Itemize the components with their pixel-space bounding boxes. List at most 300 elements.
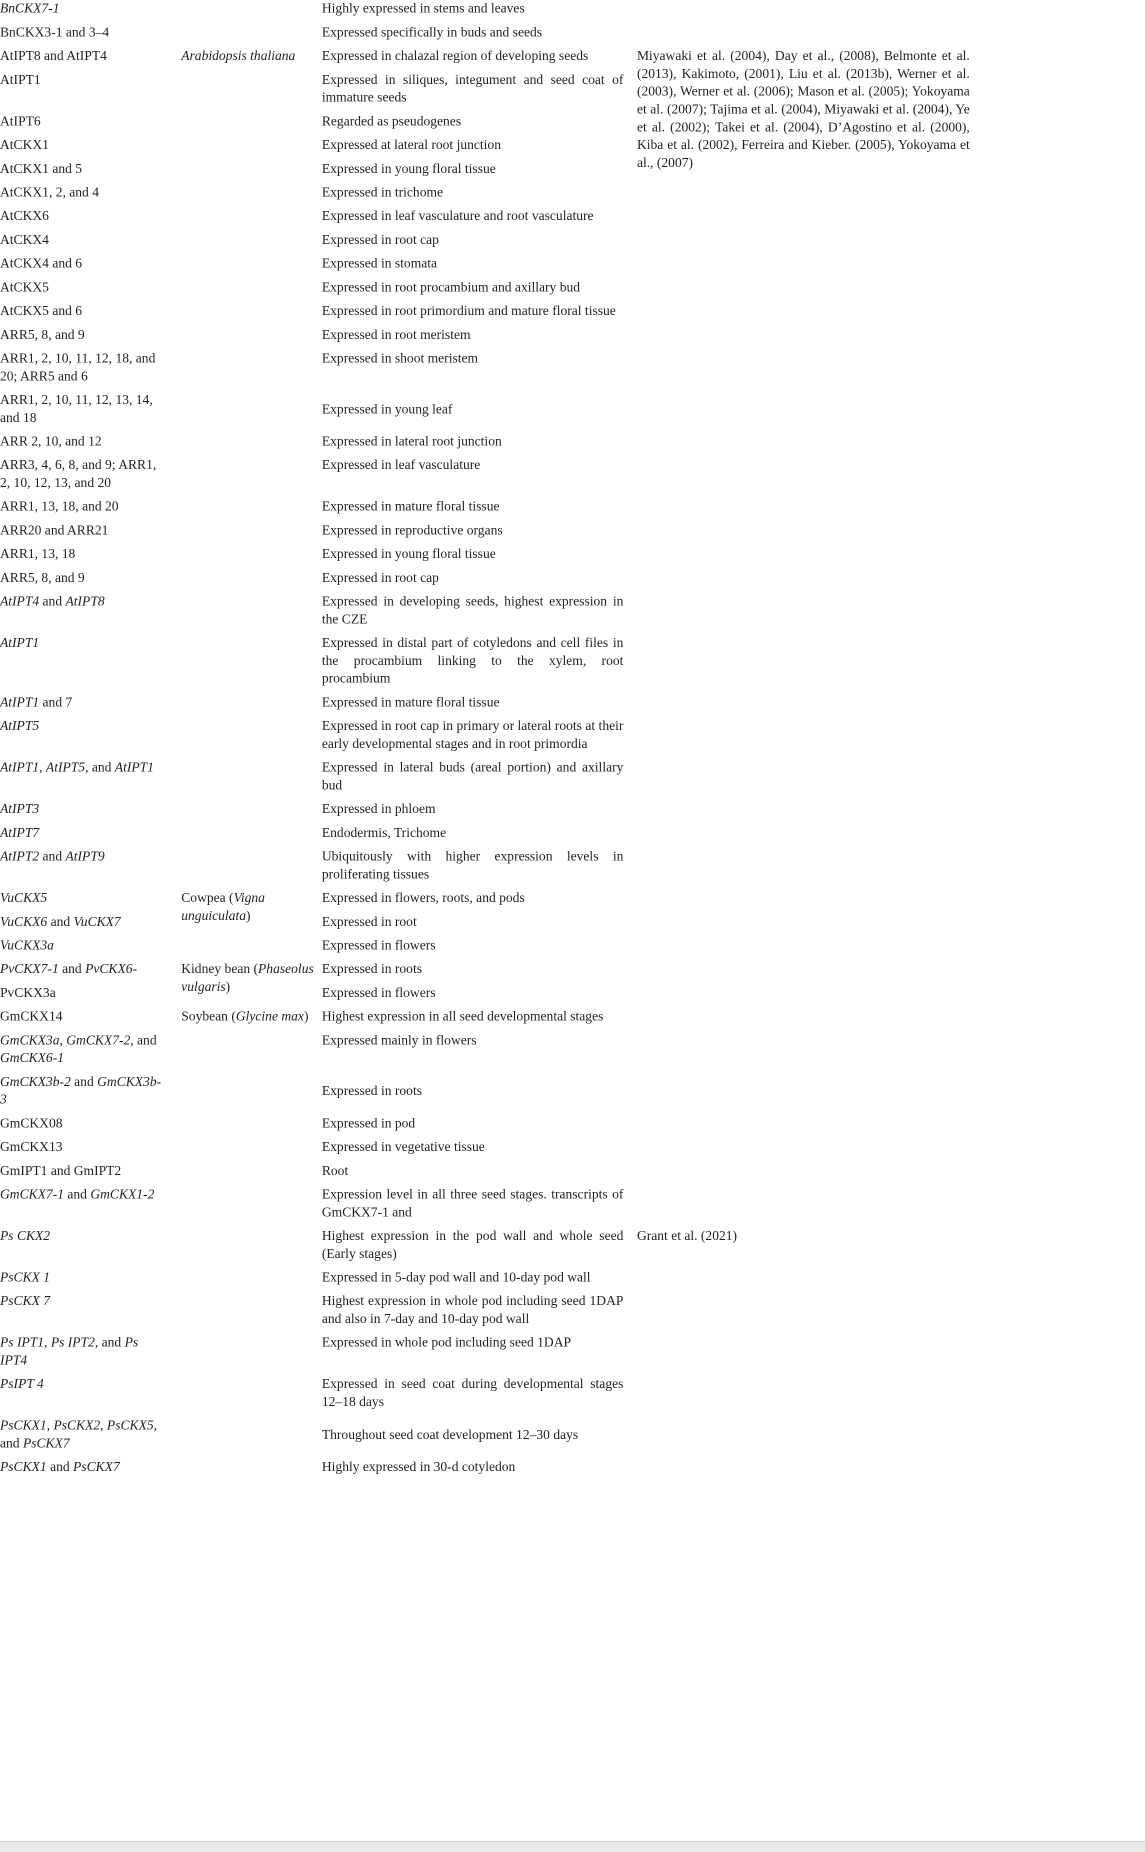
expression-cell <box>322 1113 637 1137</box>
gene-cell <box>0 69 181 111</box>
gene-cell <box>0 888 181 912</box>
gene-name-segment: PsCKX 7 <box>0 1294 51 1309</box>
expression-text: Expressed mainly in flowers <box>321 1033 477 1048</box>
species-cell <box>181 757 322 799</box>
species-cell <box>181 1415 322 1457</box>
species-cell <box>181 253 322 277</box>
gene-cell <box>0 0 181 22</box>
gene-cell <box>0 301 181 325</box>
gene-cell <box>0 455 181 497</box>
species-cell <box>181 135 322 159</box>
gene-name-segment: PsCKX7 <box>22 1436 70 1451</box>
species-cell <box>181 846 322 888</box>
species-cell <box>181 822 322 846</box>
expression-cell <box>322 1030 637 1072</box>
gene-name-segment: VuCKX6 <box>0 914 48 930</box>
gene-name-segment: ARR1, 2, 10, 11, 12, 13, 14, and 18 <box>0 393 153 426</box>
gene-name-segment: AtIPT1 <box>114 760 154 776</box>
species-cell <box>181 301 322 325</box>
expression-cell <box>322 1160 637 1184</box>
gene-cell <box>0 1374 181 1416</box>
gene-name-segment: VuCKX7 <box>73 914 121 930</box>
gene-name-segment: BnCKX3-1 and 3–4 <box>0 25 110 40</box>
expression-text: Expressed in reproductive organs <box>321 523 503 538</box>
reference-cell <box>637 0 970 22</box>
species-cell <box>181 1267 322 1291</box>
species-name-segment: ) <box>225 979 231 995</box>
table-row <box>0 1184 970 1226</box>
gene-cell <box>0 591 181 633</box>
gene-cell <box>0 324 181 348</box>
expression-text: Expressed in lateral buds (areal portion) and axillary bud <box>321 760 624 793</box>
gene-cell <box>0 799 181 823</box>
table-row <box>0 46 970 70</box>
species-cell <box>181 348 322 390</box>
expression-text: Expressed in root procambium and axillary bud <box>321 280 581 295</box>
gene-name-segment: GmCKX13 <box>0 1140 63 1155</box>
gene-name-segment: , <box>44 1335 51 1351</box>
reference-cell <box>637 1137 970 1161</box>
species-cell <box>181 277 322 301</box>
gene-cell <box>0 1291 181 1333</box>
gene-name-segment: , <box>100 1418 107 1434</box>
gene-name-segment: AtIPT8 <box>65 594 105 609</box>
species-cell <box>181 431 322 455</box>
gene-name-segment: GmIPT1 and GmIPT2 <box>0 1163 122 1179</box>
gene-name-segment: ARR1, 13, 18, and 20 <box>0 499 119 515</box>
gene-name-segment: PsCKX2 <box>53 1418 101 1434</box>
gene-name-segment: AtIPT4 <box>0 594 40 609</box>
reference-text: Grant et al. (2021) <box>636 1228 738 1244</box>
gene-name-segment: , <box>59 1033 67 1048</box>
gene-name-segment: ARR1, 13, 18 <box>0 547 76 562</box>
expression-cell <box>322 1415 637 1457</box>
species-cell <box>181 888 322 959</box>
reference-cell <box>637 1113 970 1137</box>
gene-name-segment: PvCKX6- <box>85 962 138 977</box>
species-cell <box>181 544 322 568</box>
gene-name-segment: Ps CKX2 <box>0 1228 51 1244</box>
gene-cell <box>0 277 181 301</box>
expression-text: Expressed in shoot meristem <box>321 351 479 366</box>
species-name-segment: Kidney bean ( <box>181 962 259 977</box>
gene-name-segment: , and <box>0 1418 158 1451</box>
gene-cell <box>0 1226 181 1268</box>
gene-name-segment: and <box>39 849 66 864</box>
gene-name-segment: , and <box>85 760 115 776</box>
expression-cell <box>322 692 637 716</box>
expression-cell <box>322 253 637 277</box>
gene-name-segment: and 7 <box>39 695 73 710</box>
gene-cell <box>0 1486 181 1492</box>
expression-text: Expressed in young leaf <box>321 401 453 417</box>
gene-cell <box>0 496 181 520</box>
species-cell <box>181 1291 322 1333</box>
gene-name-segment: GmCKX3b-3 <box>0 1074 162 1108</box>
expression-cell <box>322 0 637 22</box>
gene-name-segment: GmCKX7-2 <box>66 1033 131 1048</box>
gene-name-segment: PsCKX5 <box>106 1418 154 1434</box>
gene-name-segment: ARR3, 4, 6, 8, and 9; ARR1, 2, 10, 12, 13, and 20 <box>0 458 157 491</box>
table-row <box>0 1137 970 1161</box>
expression-text: Ubiquitously with higher expression levels in proliferating tissues <box>321 849 624 882</box>
gene-cell <box>0 544 181 568</box>
species-cell <box>181 206 322 230</box>
expression-text: Expressed in roots <box>321 1083 422 1099</box>
expression-text: Expressed in leaf vasculature and root vasculature <box>321 209 594 224</box>
table-row <box>0 1113 970 1137</box>
table-row <box>0 22 970 46</box>
gene-name-segment: and <box>58 962 86 977</box>
expression-text: Highly expressed in stems and leaves <box>321 1 525 17</box>
expression-text: Expressed in pod <box>321 1116 416 1131</box>
expression-cell <box>322 1071 637 1113</box>
species-cell <box>181 1457 322 1481</box>
expression-text: Endodermis, Trichome <box>321 825 447 841</box>
species-name-segment: Arabidopsis thaliana <box>181 49 296 64</box>
expression-text: Highest expression in whole pod including seed 1DAP and also in 7-day and 10-day pod wall <box>321 1294 624 1327</box>
expression-cell <box>322 230 637 254</box>
gene-name-segment: AtIPT6 <box>0 114 41 129</box>
species-cell <box>181 1006 322 1267</box>
expression-text: Expressed in seed coat during developmental stages 12–18 days <box>321 1377 624 1410</box>
gene-name-segment: PsCKX 1 <box>0 1270 51 1285</box>
gene-name-segment: and <box>64 1187 91 1202</box>
expression-cell <box>322 1374 637 1416</box>
gene-name-segment: Ps IPT4 <box>0 1335 139 1368</box>
expression-text: Expressed in flowers <box>321 985 436 1001</box>
expression-text: Highly expressed in 30-d cotyledon <box>321 1460 516 1475</box>
expression-text: Expressed in roots <box>321 962 422 977</box>
expression-text: Expressed in mature floral tissue <box>321 499 500 515</box>
gene-cell <box>0 911 181 935</box>
expression-cell <box>322 158 637 182</box>
gene-name-segment: GmCKX3b-2 <box>0 1074 71 1090</box>
gene-cell <box>0 348 181 390</box>
expression-cell <box>322 301 637 325</box>
species-cell <box>181 230 322 254</box>
gene-name-segment: AtIPT5 <box>0 719 40 734</box>
gene-cell <box>0 983 181 1007</box>
gene-name-segment: GmCKX3a <box>0 1033 60 1048</box>
gene-name-segment: GmCKX08 <box>0 1116 63 1131</box>
expression-cell <box>322 1184 637 1226</box>
gene-name-segment: PvCKX3a <box>0 985 56 1001</box>
gene-name-segment: and <box>70 1074 98 1090</box>
gene-cell <box>0 230 181 254</box>
table-row <box>0 1160 970 1184</box>
gene-name-segment: VuCKX5 <box>0 891 48 906</box>
expression-cell <box>322 983 637 1007</box>
gene-name-segment: AtIPT3 <box>0 802 40 817</box>
expression-text: Expressed in whole pod including seed 1DAP <box>321 1335 572 1351</box>
gene-cell <box>0 1160 181 1184</box>
gene-name-segment: GmCKX7-1 <box>0 1187 65 1202</box>
expression-text: Expressed in chalazal region of developing seeds <box>321 49 589 64</box>
expression-text: Expressed in root meristem <box>321 327 471 343</box>
gene-cell <box>0 846 181 888</box>
gene-name-segment: PsIPT 4 <box>0 1377 44 1392</box>
expression-cell <box>322 567 637 591</box>
gene-name-segment: AtIPT1 <box>0 636 40 651</box>
gene-cell <box>0 158 181 182</box>
expression-cell <box>322 455 637 497</box>
expression-cell <box>322 520 637 544</box>
species-name-segment: Glycine max <box>235 1009 304 1025</box>
gene-cell <box>0 520 181 544</box>
expression-cell <box>322 1332 637 1374</box>
expression-text: Expressed in siliques, integument and seed coat of immature seeds <box>321 72 624 106</box>
expression-text: Expressed in root cap in primary or lateral roots at their early developmental stages and in root primordia <box>321 719 624 752</box>
gene-name-segment: AtIPT9 <box>65 849 105 864</box>
reference-cell <box>637 46 970 1113</box>
expression-cell <box>322 1137 637 1161</box>
gene-name-segment: AtIPT7 <box>0 825 40 841</box>
expression-cell <box>322 277 637 301</box>
gene-cell <box>0 1137 181 1161</box>
expression-text: Expressed at lateral root junction <box>321 138 501 153</box>
table-row <box>0 0 970 22</box>
species-cell <box>181 567 322 591</box>
species-cell <box>181 496 322 520</box>
expression-cell <box>322 69 637 111</box>
gene-name-segment: AtCKX5 and 6 <box>0 304 83 319</box>
gene-cell <box>0 253 181 277</box>
expression-cell <box>322 1267 637 1291</box>
gene-name-segment: AtCKX1 and 5 <box>0 161 83 177</box>
expression-cell <box>322 46 637 70</box>
species-name-segment: ) <box>246 908 251 924</box>
expression-text: Expressed in vegetative tissue <box>321 1140 485 1155</box>
species-cell <box>181 959 322 1006</box>
species-cell <box>181 455 322 497</box>
expression-cell <box>322 591 637 633</box>
expression-text: Expressed in young floral tissue <box>321 161 496 177</box>
expression-text: Throughout seed coat development 12–30 days <box>321 1427 579 1443</box>
page-bottom-rule <box>0 1841 1145 1852</box>
gene-name-segment: ARR 2, 10, and 12 <box>0 434 102 449</box>
gene-name-segment: VuCKX3a <box>0 938 54 953</box>
gene-name-segment: AtIPT5 <box>45 760 86 776</box>
gene-cell <box>0 1267 181 1291</box>
expression-cell <box>322 431 637 455</box>
gene-cell <box>0 959 181 983</box>
gene-cell <box>0 1030 181 1072</box>
gene-name-segment: , and <box>130 1033 157 1048</box>
gene-cell <box>0 757 181 799</box>
gene-name-segment: AtIPT1 <box>0 695 40 710</box>
gene-name-segment: PsCKX1 <box>0 1460 47 1475</box>
reference-cell <box>637 22 970 46</box>
species-name-segment: ) <box>303 1009 309 1025</box>
gene-name-segment: AtCKX5 <box>0 280 49 295</box>
reference-cell <box>637 1160 970 1184</box>
expression-text: Expressed in leaf vasculature <box>321 458 481 473</box>
gene-cell <box>0 111 181 135</box>
expression-cell <box>322 757 637 799</box>
expression-text: Expressed in flowers <box>321 938 436 953</box>
expression-text: Expressed in root cap <box>321 570 439 586</box>
expression-text: Expressed in root cap <box>321 232 439 248</box>
expression-text: Highest expression in the pod wall and whole seed (Early stages) <box>321 1228 624 1262</box>
species-cell <box>181 520 322 544</box>
gene-cell <box>0 1415 181 1457</box>
expression-cell <box>322 390 637 432</box>
expression-text: Expression level in all three seed stages. transcripts of GmCKX7-1 and <box>321 1187 624 1220</box>
gene-name-segment: AtIPT2 <box>0 849 40 864</box>
gene-name-segment: Ps IPT2 <box>50 1335 95 1351</box>
gene-cell <box>0 431 181 455</box>
expression-text: Highest expression in all seed developmental stages <box>321 1009 604 1025</box>
expression-cell <box>322 544 637 568</box>
species-cell <box>181 692 322 716</box>
gene-name-segment: , <box>46 1418 54 1434</box>
expression-text: Expressed specifically in buds and seeds <box>321 25 543 40</box>
gene-name-segment: ARR20 and ARR21 <box>0 523 109 538</box>
gene-name-segment: GmCKX6-1 <box>0 1051 65 1066</box>
reference-text: Miyawaki et al. (2004), Day et al., (2008), Belmonte et al. (2013), Kakimoto, (2001), Liu et al. (2013b), Werner et al. (2003), Werner et al. (2006); Mason et al. (2005); Yokoyama et al. (2007); Tajima et al. (2004), Miyawaki et al. (2004), Ye et al. (2002); Takei et al. (2004), D’Agostino et al. (2000), Kiba et al. (2002), Ferreira and Kieber. (2005), Yokoyama et al., (2007) <box>636 49 970 171</box>
species-cell <box>181 591 322 633</box>
gene-name-segment: AtIPT1 <box>0 72 41 88</box>
species-cell <box>181 0 322 22</box>
expression-cell <box>322 22 637 46</box>
gene-cell <box>0 1071 181 1113</box>
expression-cell <box>322 822 637 846</box>
expression-text: Expressed in distal part of cotyledons and cell files in the procambium linking to the xylem, root procambium <box>321 636 624 687</box>
gene-name-segment: PsCKX7 <box>73 1460 120 1475</box>
expression-cell <box>322 1226 637 1268</box>
expression-text: Expressed in stomata <box>321 256 438 272</box>
species-cell <box>181 111 322 135</box>
gene-name-segment: ARR5, 8, and 9 <box>0 327 85 343</box>
gene-cell <box>0 135 181 159</box>
gene-name-segment: GmCKX1-2 <box>90 1187 155 1202</box>
species-cell <box>181 1486 322 1492</box>
gene-cell <box>0 1113 181 1137</box>
gene-cell <box>0 633 181 692</box>
gene-cell <box>0 182 181 206</box>
reference-cell <box>637 1226 970 1493</box>
gene-cell <box>0 1332 181 1374</box>
species-cell <box>181 22 322 46</box>
gene-name-segment: AtCKX1, 2, and 4 <box>0 185 100 200</box>
expression-cell <box>322 633 637 692</box>
gene-name-segment: Ps IPT1 <box>0 1335 45 1351</box>
gene-name-segment: , and <box>94 1335 125 1351</box>
gene-name-segment: PvCKX7-1 <box>0 962 59 977</box>
expression-text: Expressed in lateral root junction <box>321 434 502 449</box>
gene-cell <box>0 822 181 846</box>
gene-cell <box>0 390 181 432</box>
expression-cell <box>322 111 637 135</box>
expression-cell <box>322 182 637 206</box>
expression-cell <box>322 496 637 520</box>
expression-cell <box>322 846 637 888</box>
expression-text: Root <box>321 1163 349 1179</box>
gene-name-segment: GmCKX14 <box>0 1009 63 1025</box>
species-name-segment: Soybean ( <box>181 1009 236 1025</box>
gene-name-segment: ARR1, 2, 10, 11, 12, 18, and 20; ARR5 and 6 <box>0 351 156 384</box>
gene-name-segment: AtCKX6 <box>0 209 49 224</box>
expression-text: Expressed in young floral tissue <box>321 547 496 562</box>
expression-text: Expressed in root <box>321 914 417 930</box>
species-cell <box>181 716 322 758</box>
gene-cell <box>0 692 181 716</box>
species-cell <box>181 182 322 206</box>
expression-text: Regarded as pseudogenes <box>321 114 462 129</box>
expression-cell <box>322 1291 637 1333</box>
expression-text: Expressed in 5-day pod wall and 10-day pod wall <box>321 1270 591 1285</box>
species-cell <box>181 324 322 348</box>
species-cell <box>181 158 322 182</box>
expression-cell <box>322 324 637 348</box>
gene-name-segment: AtCKX1 <box>0 138 49 153</box>
species-name-segment: Cowpea ( <box>181 891 234 906</box>
gene-name-segment: AtIPT8 and AtIPT4 <box>0 49 107 64</box>
species-name-segment: Vigna unguiculata <box>181 891 265 924</box>
expression-text: Expressed in root primordium and mature floral tissue <box>321 304 616 319</box>
expression-text: Expressed in phloem <box>321 802 436 817</box>
gene-cell <box>0 1184 181 1226</box>
gene-cell <box>0 567 181 591</box>
species-cell <box>181 799 322 823</box>
gene-name-segment: and <box>39 594 66 609</box>
expression-cell <box>322 959 637 983</box>
species-cell <box>181 69 322 111</box>
expression-cell <box>322 888 637 912</box>
gene-cell <box>0 935 181 959</box>
species-name-segment: Phaseolus vulgaris <box>181 962 314 995</box>
expression-cell <box>322 1486 637 1492</box>
gene-name-segment: and <box>46 1460 74 1475</box>
expression-cell <box>322 348 637 390</box>
gene-cell <box>0 22 181 46</box>
expression-text: Expressed in trichome <box>321 185 444 200</box>
gene-cell <box>0 1006 181 1030</box>
species-cell <box>181 633 322 692</box>
gene-cell <box>0 46 181 70</box>
expression-text: Expressed in mature floral tissue <box>321 695 500 710</box>
gene-name-segment: ARR5, 8, and 9 <box>0 570 85 586</box>
species-cell <box>181 1332 322 1374</box>
expression-cell <box>322 935 637 959</box>
gene-name-segment: and <box>47 914 74 930</box>
expression-cell <box>322 1006 637 1030</box>
expression-cell <box>322 135 637 159</box>
species-cell <box>181 1374 322 1416</box>
expression-cell <box>322 911 637 935</box>
gene-cell <box>0 1457 181 1481</box>
species-cell <box>181 390 322 432</box>
expression-cell <box>322 716 637 758</box>
expression-text: Expressed in developing seeds, highest expression in the CZE <box>321 594 624 627</box>
gene-name-segment: , <box>39 760 46 776</box>
gene-cell <box>0 716 181 758</box>
gene-cell <box>0 206 181 230</box>
gene-name-segment: AtCKX4 <box>0 232 49 248</box>
expression-cell <box>322 799 637 823</box>
gene-name-segment: PsCKX1 <box>0 1418 47 1434</box>
gene-name-segment: AtCKX4 and 6 <box>0 256 83 272</box>
expression-cell <box>322 206 637 230</box>
expression-cell <box>322 1457 637 1481</box>
species-cell <box>181 46 322 70</box>
gene-name-segment: BnCKX7-1 <box>0 1 60 17</box>
table-row <box>0 1226 970 1268</box>
expression-text: Expressed in flowers, roots, and pods <box>321 891 525 906</box>
reference-cell <box>637 1184 970 1226</box>
gene-name-segment: AtIPT1 <box>0 760 40 776</box>
